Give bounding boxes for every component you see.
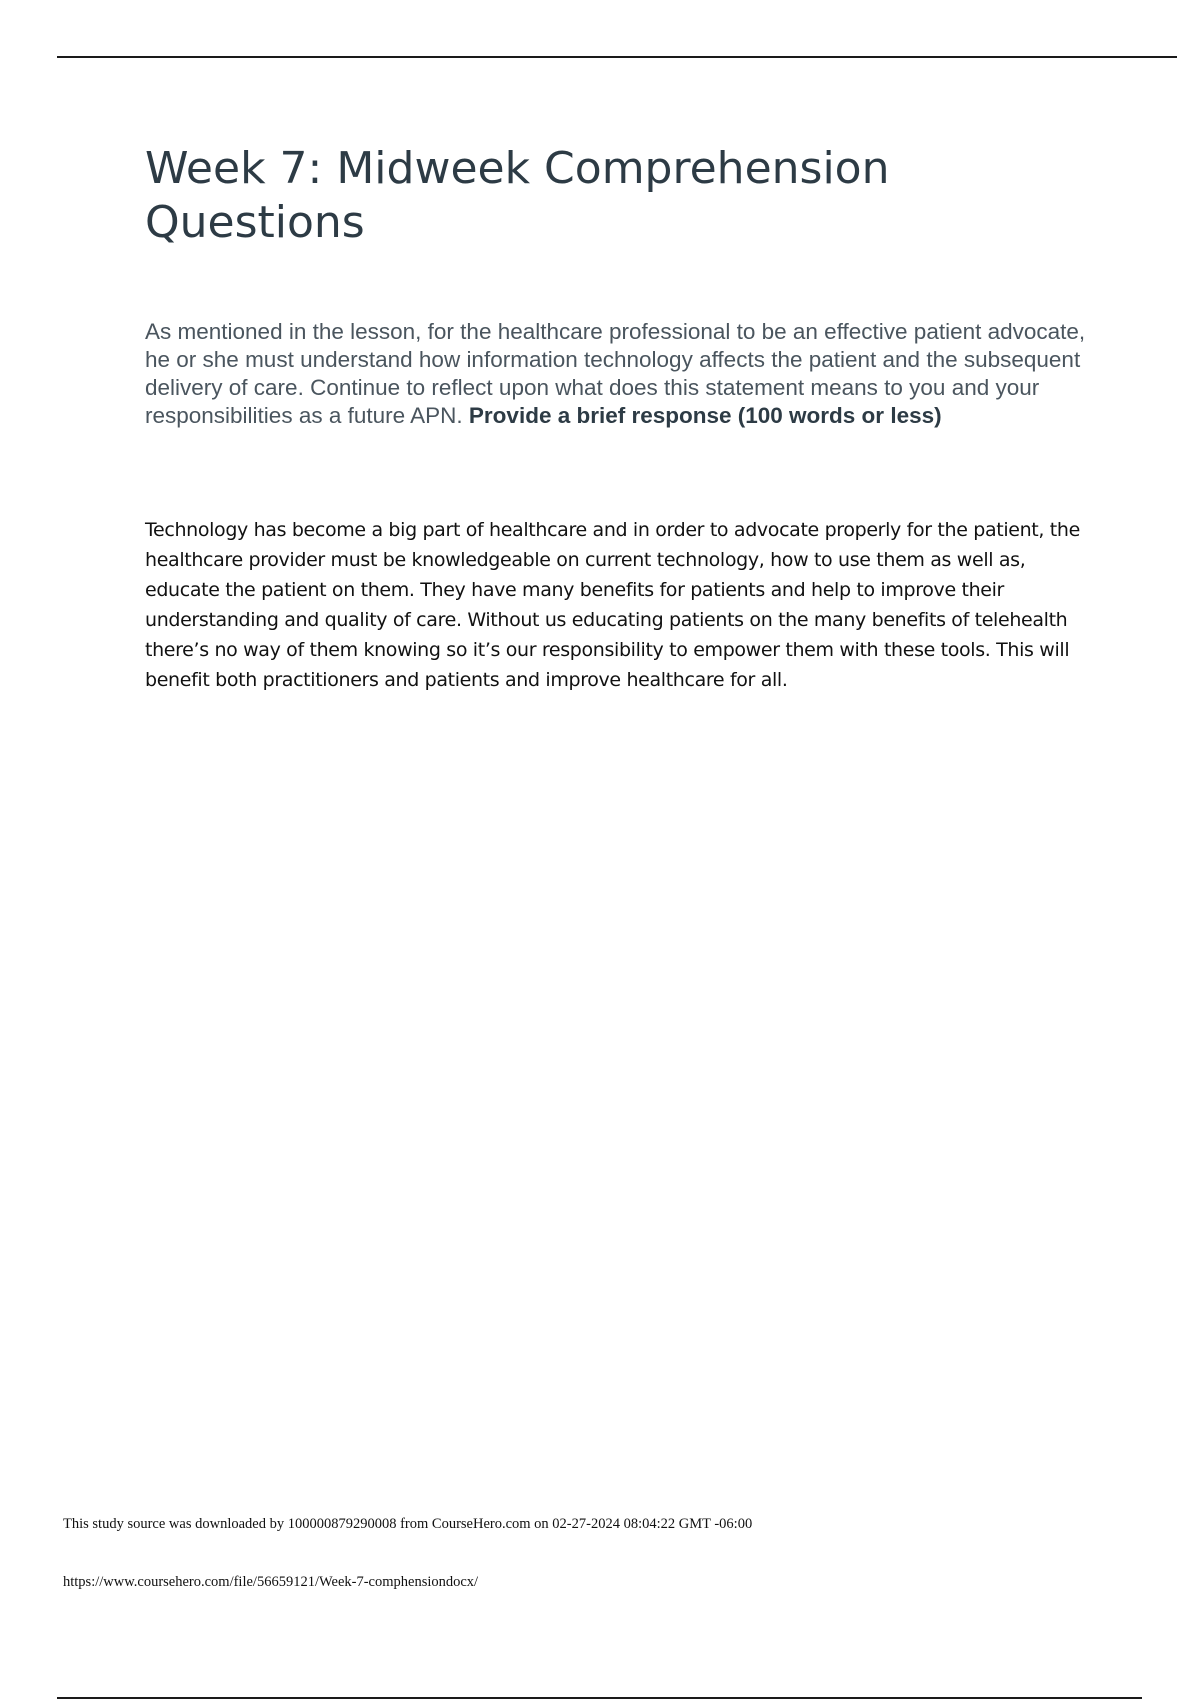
source-url: https://www.coursehero.com/file/56659121/Week-7-comphensiondocx/	[63, 1574, 479, 1590]
question-instruction: Provide a brief response (100 words or less)	[468, 403, 942, 428]
download-source-note: This study source was downloaded by 100000879290008 from CourseHero.com on 02-27-2024 08:04:22 GMT -06:00	[63, 1516, 753, 1532]
bottom-divider	[57, 1697, 1142, 1699]
answer-paragraph: Technology has become a big part of healthcare and in order to advocate properly for the patient, the healthcare provider must be knowledgeable on current technology, how to use them as well as, educate the patient on them. They have many benefits for patients and help to improve their understanding and quality of care. Without us educating patients on the many benefits of telehealth there’s no way of them knowing so it’s our responsibility to empower them with these tools. This will benefit both practitioners and patients and improve healthcare for all.	[145, 519, 1080, 691]
question-text: As mentioned in the lesson, for the healthcare professional to be an effective patient advocate, he or she must understand how information technology affects the patient and the subsequent delivery of care. Continue to reflect upon what does this statement means to you and your responsibilities as a future APN.	[145, 319, 1086, 428]
question-paragraph	[145, 318, 1095, 430]
page-title: Week 7: Midweek Comprehension Questions	[145, 143, 890, 248]
top-divider	[57, 56, 1177, 58]
